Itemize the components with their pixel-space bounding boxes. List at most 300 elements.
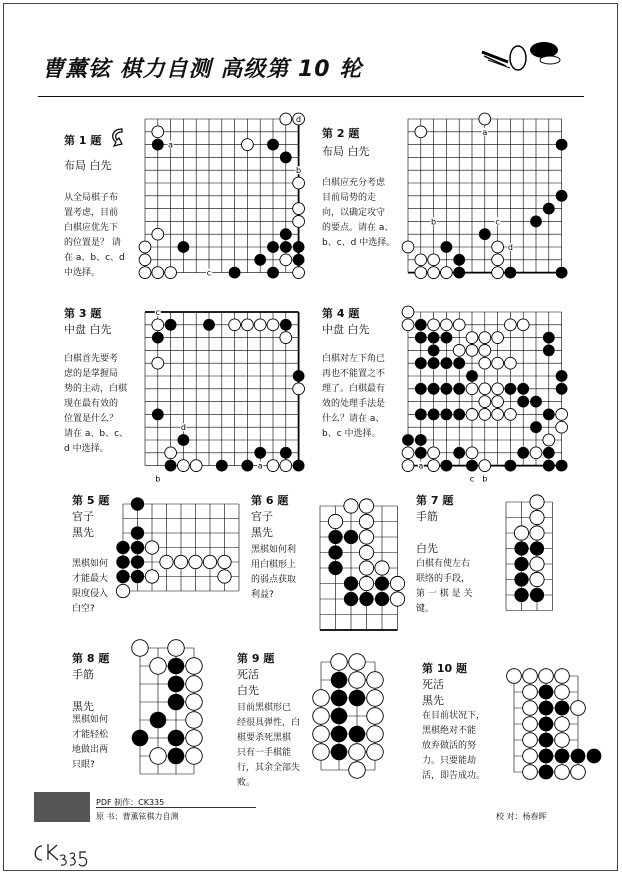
white-stone [229,319,241,331]
problem-4-description: 白棋对左下角已 再也不能置之不 理了。白棋最有 效的处理手法是 什么？请在 a、 b、c 中选择。 [322,354,386,439]
white-stone [359,499,373,513]
black-stone [543,409,555,421]
white-stone [556,409,568,421]
white-stone [242,319,254,331]
black-stone [587,749,602,764]
white-stone [466,447,478,459]
white-stone [174,555,187,568]
black-stone [280,152,292,164]
problem-1-phase: 布局 白先 [64,159,112,172]
white-stone [402,447,414,459]
white-stone [390,592,404,606]
white-stone [293,203,305,215]
black-stone [415,434,427,446]
black-stone [328,545,342,559]
white-stone [293,267,305,279]
black-stone [402,434,414,446]
black-stone [293,254,305,266]
problem-10-phase: 死活 [422,678,444,691]
black-stone [280,228,292,240]
black-stone [168,676,185,693]
black-stone [530,421,542,433]
white-stone [523,685,538,700]
go-stones-logo-icon [478,38,568,78]
black-stone [203,319,215,331]
white-stone [479,345,491,357]
black-stone [131,541,144,554]
white-stone [466,409,478,421]
white-stone [267,319,279,331]
black-stone [453,383,465,395]
white-stone [571,765,586,780]
problem-1-number: 第 1 题 [64,134,102,147]
black-stone [168,694,185,711]
black-stone [428,383,440,395]
black-stone [539,733,554,748]
black-stone [359,592,373,606]
white-stone [313,708,330,725]
white-stone [186,712,203,729]
white-stone [218,555,231,568]
white-stone [254,319,266,331]
white-stone [186,676,203,693]
point-label: a [168,140,174,150]
black-stone [328,530,342,544]
white-stone [139,254,151,266]
point-label: a [482,127,488,137]
black-stone [539,765,554,780]
white-stone [466,345,478,357]
problem-5-turn: 黑先 [72,526,94,539]
black-stone [505,460,517,472]
white-stone [152,228,164,240]
white-stone [139,241,151,253]
problem-10-turn: 黑先 [422,694,444,707]
problem-7-phase: 手筋 [416,510,438,523]
title-rule [38,96,584,97]
black-stone [344,530,358,544]
black-stone [375,576,389,590]
black-stone [441,409,453,421]
white-stone [415,267,427,279]
white-stone [415,126,427,138]
black-stone [517,447,529,459]
point-label: c [155,308,161,317]
white-stone [453,319,465,331]
white-stone [293,177,305,189]
white-stone [165,447,177,459]
white-stone [218,570,231,583]
black-stone [479,228,491,240]
white-stone [441,267,453,279]
white-stone [530,572,544,586]
black-stone [116,541,129,554]
problem-9-turn: 白先 [237,684,259,697]
white-stone [331,654,348,671]
problem-9-description: 目前黑棋形已 经很具弹性，白 棋要杀死黑棋 只有一手棋能 行，其余全部失 败。 [237,703,301,788]
white-stone [349,762,366,779]
white-stone [523,733,538,748]
arrow-curve-icon [108,126,128,148]
black-stone [555,701,570,716]
point-label: a [418,461,424,471]
white-stone [523,701,538,716]
footer-pdf-credit: PDF 制作：CK335 [96,798,165,807]
problem-3-number: 第 3 题 [64,307,102,320]
point-label: c [495,217,500,227]
black-stone [267,241,279,253]
problem-2-board [402,113,572,285]
black-stone [150,712,167,729]
white-stone [349,654,366,671]
black-stone [441,332,453,344]
white-stone [428,267,440,279]
white-stone [152,126,164,138]
problem-5-number: 第 5 题 [72,494,110,507]
black-stone [267,139,279,151]
problem-6-description: 黑棋如何利 用白棋形上 的弱点获取 利益? [251,545,297,600]
white-stone [523,749,538,764]
white-stone [402,460,414,472]
problem-6-turn: 黑先 [251,526,273,539]
problem-6-phase: 官子 [251,510,273,523]
black-stone [242,460,254,472]
white-stone [367,708,384,725]
black-stone [331,744,348,761]
black-stone [131,526,144,539]
point-label: b [482,474,488,484]
white-stone [555,733,570,748]
white-stone [555,669,570,684]
black-stone [178,241,190,253]
white-stone [150,748,167,765]
black-stone [453,267,465,279]
white-stone [402,306,414,318]
black-stone [116,555,129,568]
black-stone [543,460,555,472]
black-stone [453,357,465,369]
white-stone [359,561,373,575]
white-stone [375,561,389,575]
black-stone [441,357,453,369]
white-stone [313,726,330,743]
black-stone [152,139,164,151]
black-stone [530,216,542,228]
white-stone [530,447,542,459]
white-stone [514,526,528,540]
white-stone [415,254,427,266]
problem-5-board [117,498,247,608]
black-stone [453,409,465,421]
problem-8-board [134,642,206,778]
white-stone [165,267,177,279]
white-stone [466,383,478,395]
white-stone [367,744,384,761]
white-stone [530,510,544,524]
white-stone [479,332,491,344]
black-stone [131,570,144,583]
problem-6-board [314,500,410,636]
black-stone [415,383,427,395]
white-stone [367,672,384,689]
black-stone [555,749,570,764]
black-stone [466,370,478,382]
black-stone [152,409,164,421]
black-stone [539,717,554,732]
black-stone [280,319,292,331]
black-stone [293,460,305,472]
white-stone [267,460,279,472]
point-label: d [296,115,302,124]
white-stone [402,319,414,331]
white-stone [571,701,586,716]
black-stone [453,254,465,266]
black-stone [517,383,529,395]
white-stone [556,421,568,433]
white-stone [359,514,373,528]
black-stone [571,749,586,764]
white-stone [555,685,570,700]
white-stone [505,357,517,369]
problem-2-description: 白棋应充分考虑 目前局势的走 向，以确定攻守 的要点。请在 a、 b、c、d 中选择。 [322,178,396,248]
white-stone [453,345,465,357]
white-stone [479,409,491,421]
white-stone [479,383,491,395]
black-stone [168,730,185,747]
white-stone [280,332,292,344]
white-stone [186,694,203,711]
white-stone [523,717,538,732]
black-stone [556,460,568,472]
black-stone [349,726,366,743]
black-stone [152,332,164,344]
white-stone [507,669,522,684]
white-stone [492,409,504,421]
footer-source: 原 书：曹薰铉棋力自测 [96,812,179,821]
white-stone [132,640,149,657]
white-stone [152,267,164,279]
problem-4-board [402,306,572,484]
black-stone [415,447,427,459]
problem-4-number: 第 4 题 [322,307,360,320]
page-title: 曹薰铉 棋力自测 高级第 10 轮 [42,57,363,82]
white-stone [349,744,366,761]
problem-9-board [315,656,391,776]
white-stone [441,319,453,331]
white-stone [466,332,478,344]
white-stone [530,526,544,540]
black-stone [168,658,185,675]
problem-8-turn: 黑先 [72,700,94,713]
black-stone [165,319,177,331]
white-stone [367,726,384,743]
black-stone [132,730,149,747]
black-stone [543,447,555,459]
white-stone [402,241,414,253]
black-stone [280,447,292,459]
problem-6-number: 第 6 题 [251,494,289,507]
problem-7-turn: 白先 [416,542,438,555]
black-stone [556,370,568,382]
problem-3-phase: 中盘 白先 [64,323,112,336]
problem-4-phase: 中盘 白先 [322,323,370,336]
black-stone [543,345,555,357]
white-stone [152,357,164,369]
problem-1-board [139,113,309,285]
point-label: d [507,243,513,252]
white-stone [152,319,164,331]
black-stone [131,497,144,510]
white-stone [145,570,158,583]
white-stone [313,690,330,707]
black-stone [344,576,358,590]
black-stone [556,383,568,395]
white-stone [492,396,504,408]
white-stone [145,541,158,554]
point-label: d [180,423,186,433]
point-label: c [469,474,475,484]
point-label: b [431,217,437,227]
white-stone [492,267,504,279]
white-stone [479,113,491,125]
black-stone [517,396,529,408]
footer-block [34,792,90,822]
black-stone [453,447,465,459]
white-stone [492,254,504,266]
white-stone [530,495,544,509]
white-stone [359,530,373,544]
problem-2-number: 第 2 题 [322,127,360,140]
black-stone [375,592,389,606]
white-stone [344,499,358,513]
black-stone [415,357,427,369]
black-stone [441,460,453,472]
black-stone [131,555,144,568]
white-stone [359,576,373,590]
white-stone [492,241,504,253]
point-label: b [296,166,302,176]
black-stone [293,241,305,253]
white-stone [428,447,440,459]
black-stone [280,241,292,253]
black-stone [116,570,129,583]
white-stone [186,748,203,765]
problem-7-number: 第 7 题 [416,494,454,507]
white-stone [359,545,373,559]
problem-7-description: 白棋有使左右 联络的手段， 第 一 棋 是 关 键。 [416,559,473,614]
problem-8-number: 第 8 题 [72,652,110,665]
white-stone [150,658,167,675]
black-stone [441,383,453,395]
white-stone [428,319,440,331]
black-stone [514,588,528,602]
white-stone [523,765,538,780]
problem-1-description: 从全局棋子布 置考虑，目前 白棋应优先下 的位置是？ 请 在 a、b、c、d 中选择。 [64,193,125,278]
problem-3-board [139,306,309,484]
white-stone [349,672,366,689]
white-stone [280,113,292,125]
black-stone [556,267,568,279]
white-stone [492,383,504,395]
black-stone [539,749,554,764]
white-stone [543,434,555,446]
white-stone [139,267,151,279]
black-stone [514,541,528,555]
white-stone [479,460,491,472]
black-stone [415,319,427,331]
black-stone [267,267,279,279]
black-stone [178,434,190,446]
white-stone [492,357,504,369]
black-stone [293,370,305,382]
white-stone [539,669,554,684]
black-stone [168,748,185,765]
black-stone [428,332,440,344]
black-stone [466,460,478,472]
white-stone [160,555,173,568]
problem-10-description: 在目前状况下， 黑棋绝对不能 放弃做活的努 力。只要能劫 活，即告成功。 [422,711,486,781]
white-stone [280,254,292,266]
black-stone [415,332,427,344]
black-stone [539,685,554,700]
problem-8-phase: 手筋 [72,668,94,681]
black-stone [428,345,440,357]
black-stone [428,357,440,369]
white-stone [505,409,517,421]
footer-proofreader: 校 对：杨春晖 [496,812,547,821]
black-stone [556,190,568,202]
point-label: c [206,268,212,278]
black-stone [331,672,348,689]
white-stone [116,584,129,597]
black-stone [229,267,241,279]
problem-5-description: 黑棋如何 才能最大 限度侵入 白空? [72,559,109,614]
white-stone [186,730,203,747]
white-stone [328,514,342,528]
white-stone [428,254,440,266]
white-stone [313,744,330,761]
white-stone [280,460,292,472]
white-stone [190,460,202,472]
white-stone [189,555,202,568]
black-stone [216,460,228,472]
black-stone [331,690,348,707]
white-stone [555,765,570,780]
black-stone [505,383,517,395]
white-stone [492,332,504,344]
white-stone [367,690,384,707]
white-stone [178,460,190,472]
black-stone [514,557,528,571]
problem-5-phase: 官子 [72,510,94,523]
black-stone [505,267,517,279]
black-stone [543,332,555,344]
white-stone [168,640,185,657]
footer-divider [96,807,256,808]
black-stone [530,541,544,555]
black-stone [530,588,544,602]
black-stone [530,396,542,408]
white-stone [505,319,517,331]
white-stone [523,669,538,684]
handwritten-signature [30,838,110,872]
point-label: a [257,461,263,471]
problem-10-number: 第 10 题 [422,662,467,675]
black-stone [539,701,554,716]
black-stone [254,447,266,459]
white-stone [293,383,305,395]
black-stone [254,254,266,266]
